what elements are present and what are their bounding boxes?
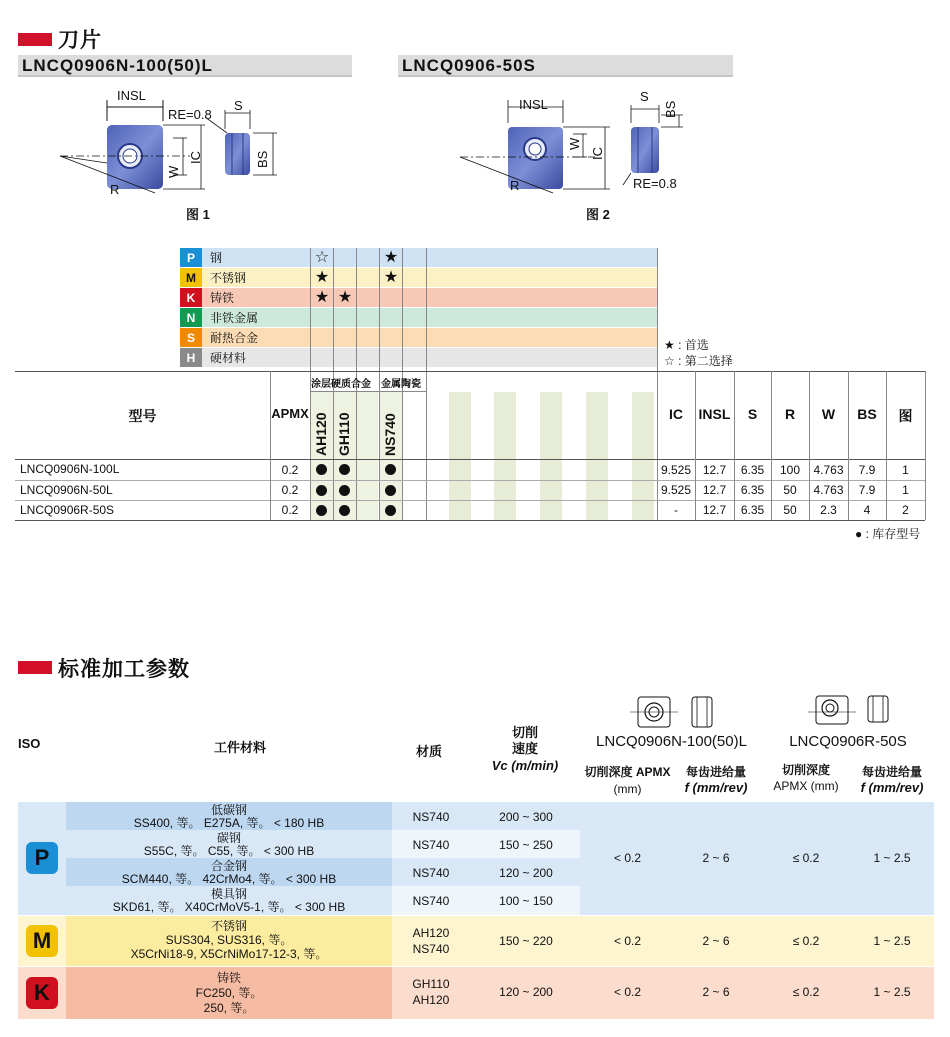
dim-cell: 6.35 — [740, 463, 765, 477]
stock-dot — [316, 485, 327, 496]
model-cell: LNCQ0906N-50L — [20, 483, 113, 497]
k-speed: 120 ~ 200 — [499, 985, 553, 999]
tool2-title: LNCQ0906R-50S — [789, 733, 907, 750]
dim-cell: 6.35 — [740, 483, 765, 497]
section-title-insert: 刀片 — [58, 29, 102, 52]
dim-header-bs: BS — [857, 406, 877, 422]
dim-cell: 50 — [783, 483, 797, 497]
dim-header-insl: INSL — [698, 406, 731, 422]
fig2-re-label: RE=0.8 — [633, 176, 677, 191]
p-material-name: 碳钢 — [216, 831, 241, 845]
stock-dot — [339, 464, 350, 475]
fig2-w-label: W — [567, 137, 582, 150]
p-material-detail: SS400, 等。 E275A, 等。 < 180 HB — [133, 816, 325, 830]
fig1-re-label: RE=0.8 — [168, 107, 212, 122]
p-grade: NS740 — [412, 810, 450, 824]
dim-header-s: S — [747, 406, 758, 422]
material-row-m — [180, 268, 658, 288]
fig1-bs-label: BS — [255, 150, 270, 168]
legend-stock: ● : 库存型号 — [855, 527, 921, 541]
apmx-cell: 0.2 — [281, 463, 299, 477]
doc1-header-1: 切削深度 APMX — [584, 765, 671, 779]
iso-letter-m: M — [180, 268, 202, 288]
material-name-n: 非铁金属 — [210, 311, 259, 325]
legend-second-choice: ☆ : 第二选择 — [664, 354, 733, 368]
figure-1-drawing — [55, 83, 295, 203]
doc1-header-2: (mm) — [613, 782, 642, 796]
k-doc1: < 0.2 — [613, 985, 642, 999]
grade-gh110: GH110 — [336, 412, 352, 456]
k-grade: AH120 — [412, 993, 450, 1007]
mark-ns740-p: ★ — [383, 249, 399, 266]
fig1-caption: 图 1 — [186, 207, 210, 222]
doc2-header-2: APMX (mm) — [773, 779, 839, 793]
grid-line — [925, 371, 926, 520]
p-grade: NS740 — [412, 866, 450, 880]
dim-cell: 9.525 — [660, 463, 692, 477]
dim-cell: 4.763 — [813, 483, 844, 497]
material-name-p: 钢 — [210, 251, 223, 265]
dim-cell: 2.3 — [820, 503, 837, 517]
p-material-name: 合金钢 — [210, 859, 247, 873]
p-speed: 150 ~ 250 — [499, 838, 553, 852]
dim-header-w: W — [821, 406, 836, 422]
p-feed1: 2 ~ 6 — [702, 851, 730, 865]
dim-cell: 6.35 — [740, 503, 765, 517]
grade-ns740: NS740 — [382, 413, 398, 456]
k-material-detail: FC250, 等。 — [195, 986, 263, 1000]
iso-letter-n: N — [180, 308, 202, 328]
speed-header-1: 切削 — [511, 725, 538, 740]
material-name-k: 铸铁 — [210, 291, 235, 305]
apmx-cell: 0.2 — [281, 503, 299, 517]
feed1-header-1: 每齿进给量 — [685, 765, 746, 779]
fig2-ic-label: IC — [590, 147, 605, 160]
material-row-k — [180, 288, 658, 308]
stock-dot — [385, 464, 396, 475]
fig1-s-label: S — [234, 98, 243, 113]
m-material-name: 不锈钢 — [210, 919, 247, 933]
model-header: 型号 — [128, 408, 157, 424]
p-grade: NS740 — [412, 894, 450, 908]
mark-ah120-p: ☆ — [314, 249, 330, 266]
tool2-insert-icon — [808, 692, 903, 728]
m-material-detail: X5CrNi18-9, X5CrNiMo17-12-3, 等。 — [130, 947, 328, 961]
dim-cell: 12.7 — [702, 463, 727, 477]
k-material-detail: 250, 等。 — [203, 1001, 255, 1015]
dim-cell: 9.525 — [660, 483, 692, 497]
iso-badge-m: M — [26, 925, 58, 957]
tool1-insert-icon — [630, 692, 725, 732]
dim-cell: 4 — [863, 503, 871, 517]
m-material-detail: SUS304, SUS316, 等。 — [165, 933, 293, 947]
material-name-m: 不锈钢 — [210, 271, 247, 285]
p-material-detail: S55C, 等。 C55, 等。 < 300 HB — [143, 844, 315, 858]
dim-cell: 1 — [902, 463, 909, 477]
grade-header: 材质 — [415, 744, 442, 759]
mark-gh110-k: ★ — [337, 289, 353, 306]
p-doc1: < 0.2 — [613, 851, 642, 865]
p-material-detail: SCM440, 等。 42CrMo4, 等。 < 300 HB — [121, 872, 337, 886]
material-row-p — [180, 248, 658, 268]
code-header-left: LNCQ0906N-100(50)L — [18, 55, 352, 77]
mark-ah120-m: ★ — [314, 269, 330, 286]
m-doc2: ≤ 0.2 — [792, 934, 820, 948]
fig2-s-label: S — [640, 89, 649, 104]
table-top-border — [15, 371, 925, 372]
dim-cell: 12.7 — [702, 483, 727, 497]
fig1-r-label: R — [110, 182, 120, 197]
dim-cell: 4.763 — [813, 463, 844, 477]
speed-header-2: 速度 — [511, 741, 538, 756]
feed1-header-2: f (mm/rev) — [684, 780, 748, 795]
iso-letter-h: H — [180, 348, 202, 368]
grade-ah120: AH120 — [313, 412, 329, 456]
p-grade: NS740 — [412, 838, 450, 852]
stock-dot — [316, 464, 327, 475]
dim-cell: 100 — [779, 463, 801, 477]
table-bottom-border — [15, 520, 925, 521]
p-speed: 100 ~ 150 — [499, 894, 553, 908]
feed2-header-2: f (mm/rev) — [860, 780, 924, 795]
material-name-s: 耐热合金 — [210, 331, 259, 345]
dim-header-r: R — [784, 406, 796, 422]
material-name-h: 硬材料 — [210, 351, 247, 365]
p-speed: 200 ~ 300 — [499, 810, 553, 824]
iso-letter-p: P — [180, 248, 202, 268]
p-material-name: 低碳钢 — [210, 803, 247, 817]
cermet-group: 金属陶瓷 — [381, 379, 421, 390]
stock-dot — [385, 485, 396, 496]
coated-carbide-group: 涂层硬质合金 — [311, 379, 371, 390]
feed2-header-1: 每齿进给量 — [861, 765, 922, 779]
p-feed2: 1 ~ 2.5 — [873, 851, 911, 865]
tool1-title: LNCQ0906N-100(50)L — [596, 733, 747, 750]
fig2-insl-label: INSL — [519, 97, 548, 112]
m-feed2: 1 ~ 2.5 — [873, 934, 911, 948]
apmx-header: APMX — [271, 406, 309, 421]
dim-cell: 2 — [902, 503, 909, 517]
m-grade: AH120 — [412, 926, 450, 940]
stock-dot — [339, 505, 350, 516]
section-marker — [18, 33, 52, 46]
k-grade: GH110 — [412, 977, 450, 991]
stock-dot — [385, 505, 396, 516]
fig2-r-label: R — [510, 178, 520, 193]
fig1-ic-label: IC — [188, 151, 203, 164]
p-doc2: ≤ 0.2 — [792, 851, 820, 865]
fig2-bs-label: BS — [663, 100, 678, 118]
iso-letter-k: K — [180, 288, 202, 308]
speed-header-3: Vc (m/min) — [491, 758, 559, 773]
p-material-name: 模具钢 — [210, 887, 247, 901]
iso-header: ISO — [18, 736, 41, 751]
doc2-header-1: 切削深度 — [781, 763, 830, 777]
stock-dot — [339, 485, 350, 496]
iso-letter-s: S — [180, 328, 202, 348]
workpiece-header: 工件材料 — [213, 740, 266, 755]
m-speed: 150 ~ 220 — [499, 934, 553, 948]
mark-ns740-m: ★ — [383, 269, 399, 286]
fig2-caption: 图 2 — [586, 207, 610, 222]
section-title-cutting: 标准加工参数 — [58, 658, 190, 681]
model-cell: LNCQ0906R-50S — [20, 503, 115, 517]
k-doc2: ≤ 0.2 — [792, 985, 820, 999]
dim-cell: - — [674, 503, 678, 517]
p-speed: 120 ~ 200 — [499, 866, 553, 880]
grid-line — [310, 391, 426, 392]
mark-ah120-k: ★ — [314, 289, 330, 306]
section-marker — [18, 661, 52, 674]
k-material-name: 铸铁 — [216, 971, 241, 985]
dim-header-fig: 图 — [898, 408, 913, 424]
dim-cell: 1 — [902, 483, 909, 497]
material-row-h — [180, 348, 658, 368]
dim-cell: 12.7 — [702, 503, 727, 517]
iso-badge-p: P — [26, 842, 58, 874]
dim-header-ic: IC — [669, 406, 683, 422]
m-grade: NS740 — [412, 942, 450, 956]
k-feed2: 1 ~ 2.5 — [873, 985, 911, 999]
dim-cell: 50 — [783, 503, 797, 517]
fig1-w-label: W — [166, 165, 181, 178]
m-doc1: < 0.2 — [613, 934, 642, 948]
fig1-insl-label: INSL — [117, 88, 146, 103]
m-feed1: 2 ~ 6 — [702, 934, 730, 948]
model-cell: LNCQ0906N-100L — [20, 462, 120, 476]
dim-cell: 7.9 — [858, 463, 876, 477]
stock-dot — [316, 505, 327, 516]
p-material-detail: SKD61, 等。 X40CrMoV5-1, 等。 < 300 HB — [112, 900, 346, 914]
legend-first-choice: ★ : 首选 — [664, 338, 709, 352]
apmx-cell: 0.2 — [281, 483, 299, 497]
k-feed1: 2 ~ 6 — [702, 985, 730, 999]
dim-cell: 7.9 — [858, 483, 876, 497]
code-header-right: LNCQ0906-50S — [398, 55, 733, 77]
iso-badge-k: K — [26, 977, 58, 1009]
